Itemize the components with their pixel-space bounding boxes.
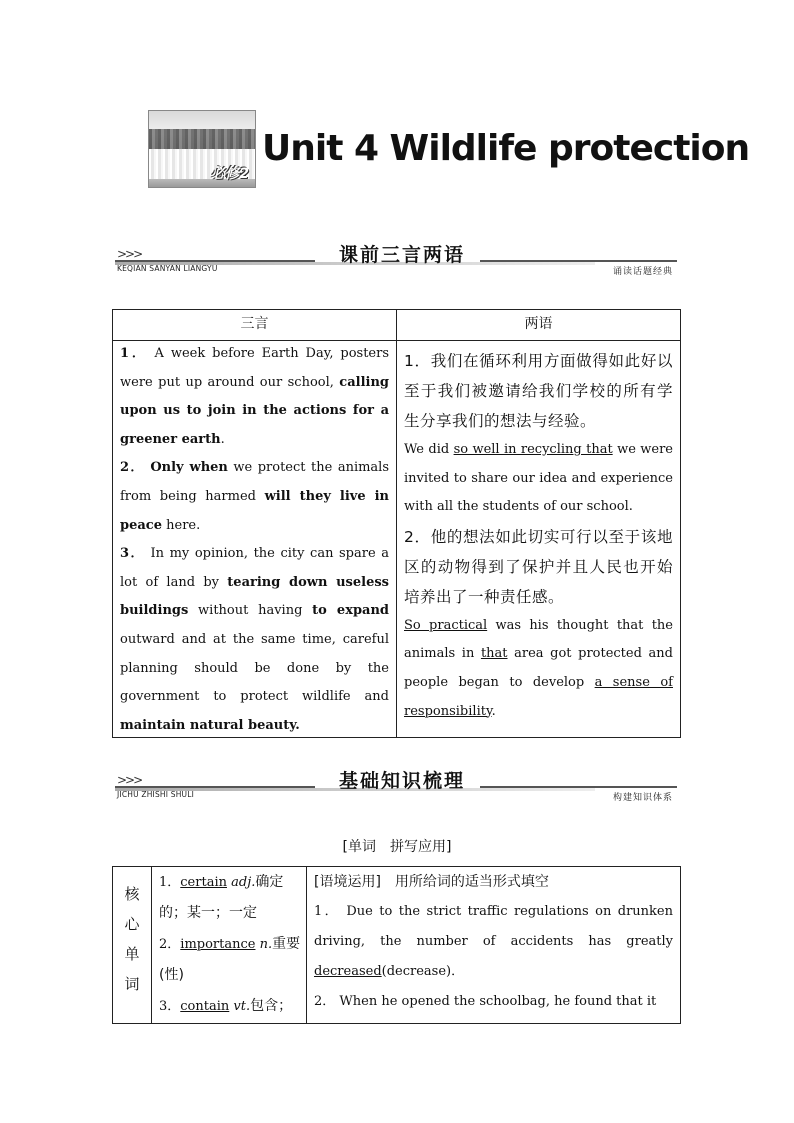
item-text: We did [404,442,450,457]
quotes-table [112,309,681,738]
section-banner-basics [115,766,677,802]
column-header-liangyu: 两语 [397,310,680,341]
section-subtitle: 诵读话题经典 [612,267,673,277]
chevrons-icon: >>> [117,247,142,261]
section-pinyin: JICHU ZHISHI SHULI [117,790,195,799]
word-meaning: 确定的；某一；一定 [159,874,284,921]
vocabulary-table [112,866,681,1024]
item-key-phrase: to expand [312,603,390,619]
item-key-phrase: maintain natural beauty. [120,717,300,733]
exercise-list [314,867,673,1017]
unit-title: Unit 4 Wildlife protection [262,128,750,169]
core-words-label [113,879,151,999]
column-divider [306,867,307,1023]
word-answer: certain [180,875,227,890]
exercise-text: (decrease)． [381,964,465,979]
entry-number: 2． [159,937,181,952]
item-number: 1． [120,346,148,361]
item-key-phrase: Only when [150,460,228,476]
word-answer: contain [180,999,230,1014]
item-text: without having [198,603,303,619]
word-meaning: 包含； [250,998,293,1014]
word-answer: importance [180,937,256,952]
item-number: 3． [120,546,145,562]
tree-line-graphic [149,129,255,149]
course-badge: 必修2 [211,166,249,182]
answer-blank: a sense of responsibility [404,674,673,719]
word-entry [159,867,301,929]
entry-number: 1． [159,875,181,890]
item-text: was his thought that the animals in [404,617,673,662]
item-text: we were invited to share our idea and experience with all the students of our school. [404,442,673,515]
word-entry [159,929,301,991]
column-divider [396,310,397,737]
item-text: here. [166,517,201,533]
item-text: outward and at the same time, careful planning should be done by the government to protect wildlife and [120,631,389,705]
entry-number: 2． [314,994,336,1009]
label-char: 心 [124,915,140,933]
liangyu-cell [404,346,673,726]
exercise-header: [语境运用] 用所给词的适当形式填空 [314,874,549,890]
sanyan-item-2 [120,454,389,540]
exercise-text: When he opened the schoolbag, he found that it [339,994,657,1009]
word-entry [159,991,301,1022]
sanyan-cell [120,340,389,740]
item-text: In my opinion, the city can spare a lot of land by [120,546,389,590]
exercise-item-1 [314,897,673,987]
item-key-phrase: calling upon us to join in the actions for a greener earth [120,374,389,447]
item-key-phrase: will they live in peace [120,488,389,533]
item-text: . [220,431,225,447]
exercise-item-2 [314,987,673,1017]
word-list [159,867,301,1022]
liangyu-item-2-chinese: 2．他的想法如此切实可行以至于该地区的动物得到了保护并且人民也开始培养出了一种责任感。 [404,527,673,606]
item-text: area got protected and people began to develop [404,646,673,690]
item-key-phrase: tearing down useless buildings [120,574,389,619]
item-text: we protect the animals from being harmed [120,460,390,504]
section-banner-preclass [115,240,677,276]
answer-blank: So practical [404,617,488,633]
answer-blank: so well in recycling that [453,442,613,457]
part-of-speech: vt. [233,999,251,1014]
label-char: 词 [124,975,140,993]
liangyu-item-1-chinese: 1．我们在循环利用方面做得如此好以至于我们被邀请给我们学校的所有学生分享我们的想法与经验。 [404,352,673,430]
exercise-text: Due to the strict traffic regulations on drunken driving, the number of accidents has greatly [314,904,673,949]
chevrons-icon: >>> [117,773,142,787]
item-number: 2． [120,460,145,476]
item-text: A week before Earth Day, posters were put up around our school, [120,346,390,390]
liangyu-item-2-english [404,612,673,726]
sanyan-item-3 [120,540,389,740]
part-of-speech: adj. [231,875,256,890]
section-title: 课前三言两语 [338,244,465,266]
column-divider [151,867,152,1023]
column-header-sanyan: 三言 [113,310,396,341]
part-of-speech: n. [259,937,273,952]
entry-number: 3． [159,999,181,1014]
item-text: . [491,703,496,719]
entry-number: 1． [314,904,340,919]
label-char: 核 [124,885,140,903]
liangyu-item-1-english [404,436,673,522]
answer-blank: decreased [314,964,382,979]
sanyan-item-1 [120,340,389,454]
label-char: 单 [124,945,140,963]
section-pinyin: KEQIAN SANYAN LIANGYU [117,264,218,273]
section-subtitle: 构建知识体系 [612,793,673,803]
section-title: 基础知识梳理 [338,770,465,792]
answer-blank: that [480,646,508,662]
subheading-vocabulary: [单词 拼写应用] [342,839,452,855]
word-meaning: 重要(性) [159,936,301,983]
unit-thumbnail-image [148,110,256,188]
